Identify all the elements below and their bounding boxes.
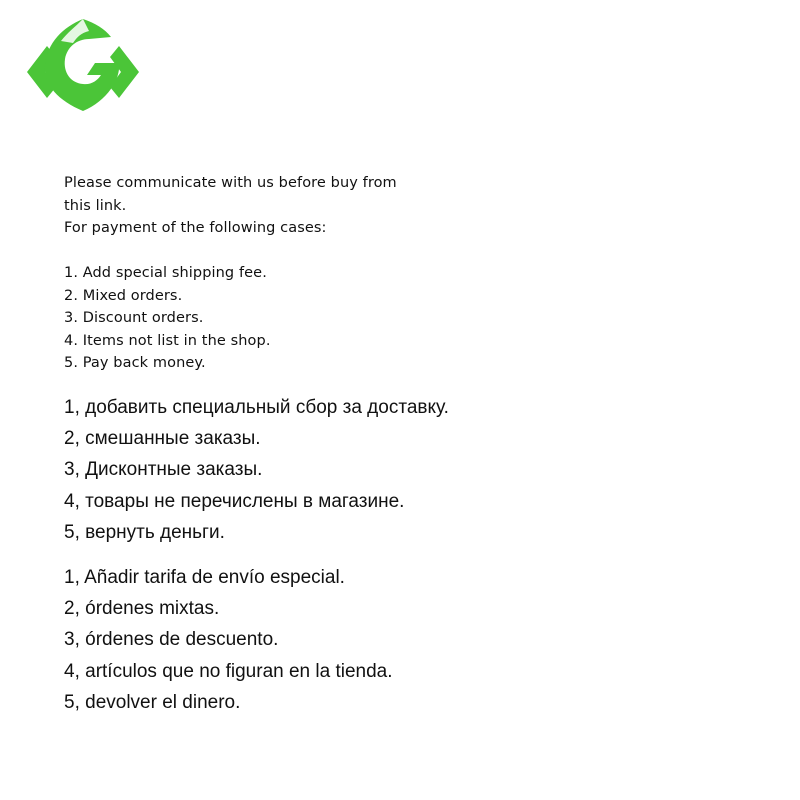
intro-line-3: For payment of the following cases: [64,220,327,236]
spanish-item-2: 2, órdenes mixtas. [64,598,220,620]
spanish-list [64,562,764,718]
russian-item-4: 4, товары не перечислены в магазине. [64,490,405,512]
english-item-2: 2. Mixed orders. [64,287,183,304]
english-item-3: 3. Discount orders. [64,310,204,326]
russian-item-2: 2, смешанные заказы. [64,428,261,450]
intro-line-1: Please communicate with us before buy from [64,175,397,191]
russian-item-5: 5, вернуть деньги. [64,521,225,543]
spanish-item-4: 4, artículos que no figuran en la tienda. [64,660,393,682]
green-diamond-g-logo-icon [25,17,141,113]
spanish-item-1: 1, Añadir tarifa de envío especial. [64,567,345,588]
russian-list [64,392,764,548]
spanish-item-3: 3, órdenes de descuento. [64,629,279,651]
english-item-5: 5. Pay back money. [64,355,206,371]
spanish-item-5: 5, devolver el dinero. [64,691,241,713]
spacer [64,240,524,263]
english-item-1: 1. Add special shipping fee. [64,265,267,281]
intro-line-2: this link. [64,197,127,214]
english-item-4: 4. Items not list in the shop. [64,332,271,349]
russian-item-1: 1, добавить специальный сбор за доставку. [64,397,449,418]
english-instructions [64,172,524,375]
russian-item-3: 3, Дисконтные заказы. [64,459,263,481]
